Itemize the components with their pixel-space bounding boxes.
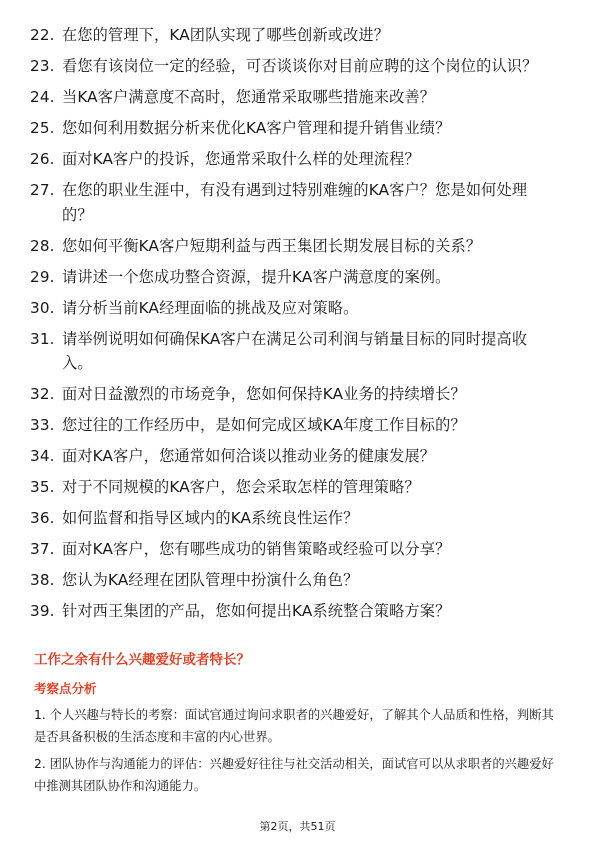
question-text: 请分析当前KA经理面临的挑战及应对策略。 <box>62 298 359 317</box>
question-item <box>30 296 550 321</box>
question-number: 38. <box>30 571 55 589</box>
question-item <box>30 537 550 562</box>
question-number: 37. <box>30 540 55 558</box>
page-number: 第2页，共51页 <box>259 820 336 833</box>
question-text: 您如何利用数据分析来优化KA客户管理和提升销售业绩？ <box>62 119 451 137</box>
question-item <box>30 413 550 438</box>
question-item <box>30 506 550 531</box>
question-text: 在您的职业生涯中，有没有遇到过特别难缠的KA客户？您是如何处理的？ <box>62 181 528 224</box>
question-text: 您如何平衡KA客户短期利益与西王集团长期发展目标的关系？ <box>62 236 482 255</box>
question-text: 请讲述一个您成功整合资源，提升KA客户满意度的案例。 <box>62 267 451 286</box>
question-item <box>30 234 550 259</box>
question-list <box>30 23 550 630</box>
question-item <box>30 85 550 110</box>
question-number: 33. <box>30 416 55 434</box>
question-item <box>30 327 550 376</box>
question-number: 34. <box>30 447 55 465</box>
analysis-point: 2. 团队协作与沟通能力的评估：兴趣爱好往往与社交活动相关，面试官可以从求职者的兴趣爱好中推测其团队协作和沟通能力。 <box>34 757 554 793</box>
question-number: 23. <box>30 57 55 75</box>
question-item <box>30 23 550 48</box>
analysis-point: 1. 个人兴趣与特长的考察：面试官通过询问求职者的兴趣爱好，了解其个人品质和性格，判断其是否具备积极的生活态度和丰富的内心世界。 <box>34 708 554 744</box>
question-item <box>30 444 550 469</box>
question-text: 面对KA客户，您有哪些成功的销售策略或经验可以分享？ <box>62 540 451 558</box>
question-text: 面对KA客户的投诉，您通常采取什么样的处理流程？ <box>62 150 420 168</box>
question-item <box>30 116 550 141</box>
question-number: 28. <box>30 236 55 255</box>
question-text: 您认为KA经理在团队管理中扮演什么角色？ <box>62 571 359 589</box>
question-number: 39. <box>30 602 55 620</box>
question-text: 您过往的工作经历中，是如何完成区域KA年度工作目标的？ <box>62 416 466 434</box>
question-item <box>30 599 550 624</box>
question-text: 如何监督和指导区域内的KA系统良性运作？ <box>62 509 359 527</box>
question-text: 对于不同规模的KA客户，您会采取怎样的管理策略？ <box>62 478 420 496</box>
question-text: 当KA客户满意度不高时，您通常采取哪些措施来改善？ <box>62 88 436 106</box>
question-number: 32. <box>30 385 55 403</box>
question-number: 29. <box>30 267 55 286</box>
question-text: 看您有该岗位一定的经验，可否谈谈你对目前应聘的这个岗位的认识？ <box>62 57 538 75</box>
question-text: 面对日益激烈的市场竞争，您如何保持KA业务的持续增长？ <box>62 385 466 403</box>
question-number: 22. <box>30 26 55 44</box>
question-number: 27. <box>30 181 55 199</box>
analysis-list <box>34 704 564 802</box>
question-text: 面对KA客户，您通常如何洽谈以推动业务的健康发展？ <box>62 447 436 465</box>
analysis-heading: 考察点分析 <box>34 681 97 696</box>
question-item <box>30 475 550 500</box>
question-item <box>30 382 550 407</box>
question-number: 26. <box>30 150 55 168</box>
question-number: 30. <box>30 298 55 317</box>
question-text: 请举例说明如何确保KA客户在满足公司利润与销量目标的同时提高收入。 <box>62 329 528 372</box>
question-number: 31. <box>30 329 55 348</box>
question-text: 针对西王集团的产品，您如何提出KA系统整合策略方案？ <box>62 602 451 620</box>
question-item <box>30 147 550 172</box>
question-item <box>30 265 550 290</box>
section-heading: 工作之余有什么兴趣爱好或者特长？ <box>34 652 250 668</box>
question-number: 25. <box>30 119 55 137</box>
question-number: 36. <box>30 509 55 527</box>
question-number: 24. <box>30 88 55 106</box>
question-number: 35. <box>30 478 55 496</box>
question-item <box>30 178 550 227</box>
question-item <box>30 54 550 79</box>
question-text: 在您的管理下，KA团队实现了哪些创新或改进？ <box>62 26 390 44</box>
question-item <box>30 568 550 593</box>
